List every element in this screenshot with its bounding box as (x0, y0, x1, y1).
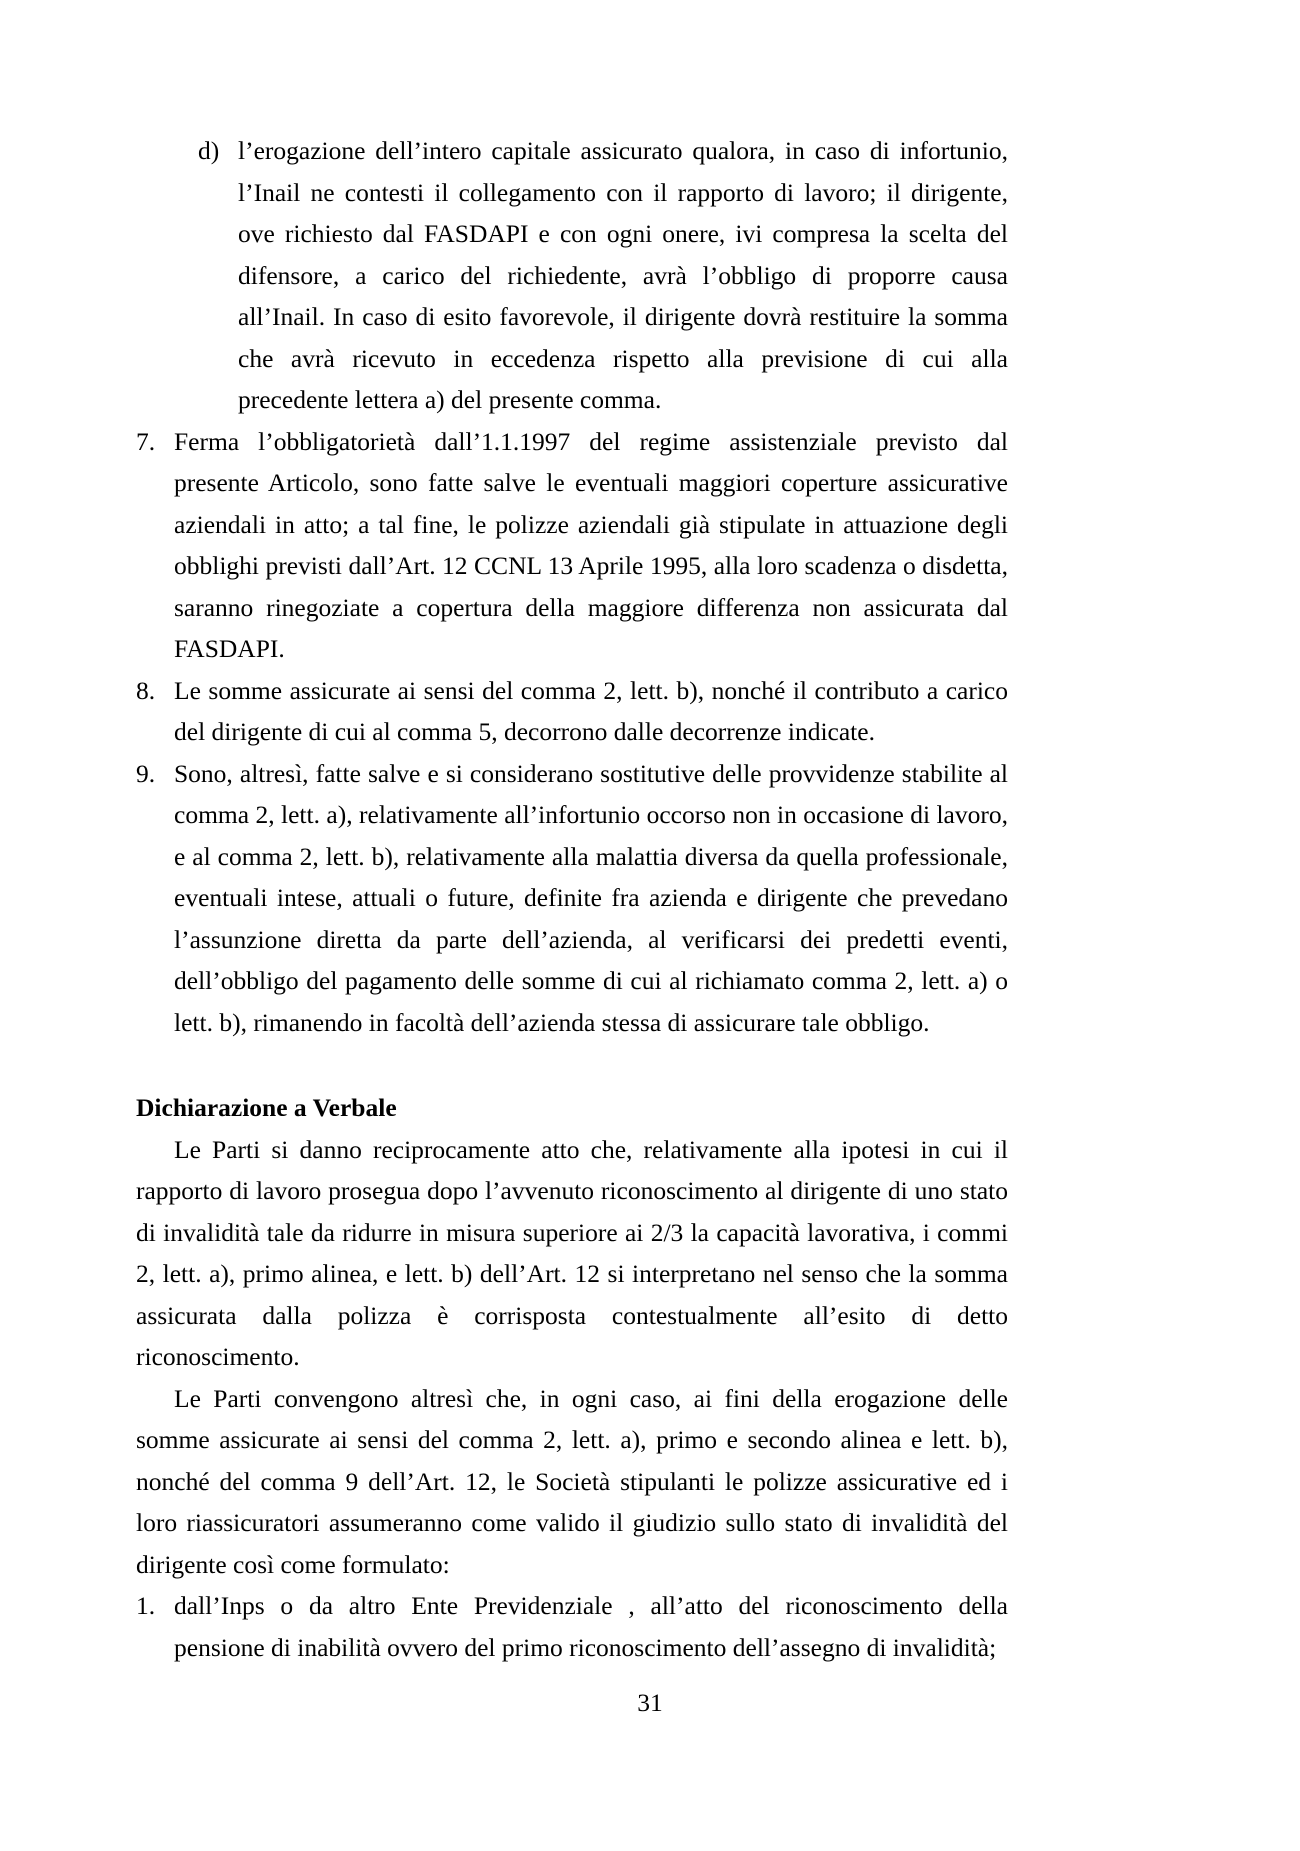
list-marker-8: 8. (136, 675, 156, 705)
list-text-1: dall’Inps o da altro Ente Previdenziale , all’atto del riconoscimento della pensione di inabilità ovvero del primo riconoscimento dell’assegno di invalidità; (174, 1591, 1008, 1662)
list-marker-d: d) (198, 136, 220, 165)
list-text-7: Ferma l’obbligatorietà dall’1.1.1997 del regime assistenziale previsto dal presente Articolo, sono fatte salve le eventuali maggiori coperture assicurative aziendali in atto; a tal fine, le polizze aziendali già stipulate in attuazione degli obblighi previsti dall’Art. 12 CCNL 13 Aprile 1995, alla loro scadenza o disdetta, saranno rinegoziate a copertura della maggiore differenza non assicurata dal FASDAPI. (174, 426, 1008, 663)
list-item-9 (136, 753, 1008, 1044)
list-marker-1: 1. (136, 1591, 156, 1620)
list-marker-7: 7. (136, 426, 156, 456)
list-item-7 (136, 421, 1008, 670)
list-text-d: l’erogazione dell’intero capitale assicurato qualora, in caso di infortunio, l’Inail ne contesti il collegamento con il rapporto di lavoro; il dirigente, ove richiesto dal FASDAPI e con ogni onere, ivi compresa la scelta del difensore, a carico del richiedente, avrà l’obbligo di proporre causa all’Inail. In caso di esito favorevole, il dirigente dovrà restituire la somma che avrà ricevuto in eccedenza rispetto alla previsione di cui alla precedente lettera a) del presente comma. (238, 136, 1008, 414)
list-item-1 (136, 1585, 1008, 1668)
section-spacer (136, 1043, 1008, 1087)
page-content (136, 130, 1008, 1668)
list-marker-9: 9. (136, 758, 156, 788)
list-text-8: Le somme assicurate ai sensi del comma 2, lett. b), nonché il contributo a carico del dirigente di cui al comma 5, decorrono dalle decorrenze indicate. (174, 675, 1008, 746)
section-heading-dichiarazione-a-verbale: Dichiarazione a Verbale (136, 1093, 397, 1122)
list-text-9: Sono, altresì, fatte salve e si considerano sostitutive delle provvidenze stabilite al comma 2, lett. a), relativamente all’infortunio occorso non in occasione di lavoro, e al comma 2, lett. b), relativamente alla malattia diversa da quella professionale, eventuali intese, attuali o future, definite fra azienda e dirigente che prevedano l’assunzione diretta da parte dell’azienda, al verificarsi dei predetti eventi, dell’obbligo del pagamento delle somme di cui al richiamato comma 2, lett. a) o lett. b), rimanendo in facoltà dell’azienda stessa di assicurare tale obbligo. (174, 758, 1008, 1037)
list-item-d (198, 130, 1008, 421)
paragraph-le-parti-si-danno: Le Parti si danno reciprocamente atto che, relativamente alla ipotesi in cui il rapporto di lavoro prosegua dopo l’avvenuto riconoscimento al dirigente di uno stato di invalidità tale da ridurre in misura superiore ai 2/3 la capacità lavorativa, i commi 2, lett. a), primo alinea, e lett. b) dell’Art. 12 si interpretano nel senso che la somma assicurata dalla polizza è corrisposta contestualmente all’esito di detto riconoscimento. (136, 1134, 1008, 1371)
paragraph-le-parti-convengono: Le Parti convengono altresì che, in ogni caso, ai fini della erogazione delle somme assicurate ai sensi del comma 2, lett. a), primo e secondo alinea e lett. b), nonché del comma 9 dell’Art. 12, le Società stipulanti le polizze assicurative ed i loro riassicuratori assumeranno come valido il giudizio sullo stato di invalidità del dirigente così come formulato: (136, 1383, 1008, 1579)
list-item-8 (136, 670, 1008, 753)
page-number: 31 (637, 1688, 663, 1717)
